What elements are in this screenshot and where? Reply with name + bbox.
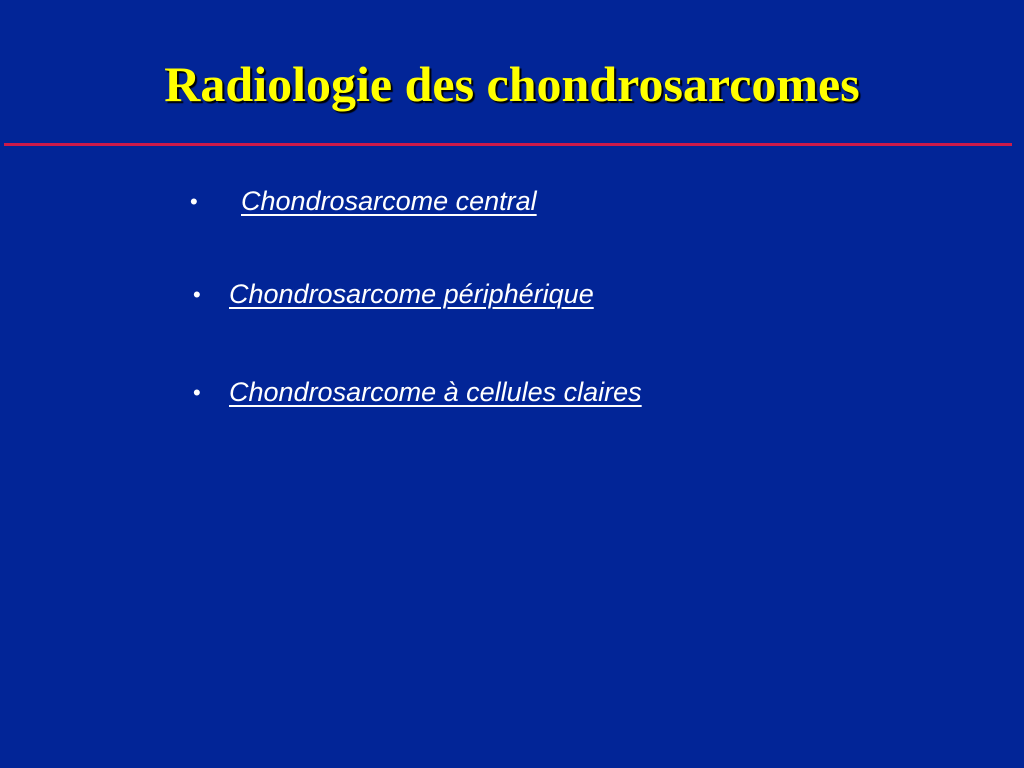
bullet-icon: • (193, 380, 201, 405)
title-divider (4, 143, 1012, 146)
bullet-icon: • (190, 189, 198, 214)
link-chondrosarcome-central[interactable]: Chondrosarcome central (241, 186, 537, 216)
bullet-icon: • (193, 282, 201, 307)
link-chondrosarcome-peripherique[interactable]: Chondrosarcome périphérique (229, 279, 594, 309)
link-chondrosarcome-cellules-claires[interactable]: Chondrosarcome à cellules claires (229, 377, 642, 407)
slide-title: Radiologie des chondrosarcomes (164, 56, 860, 112)
